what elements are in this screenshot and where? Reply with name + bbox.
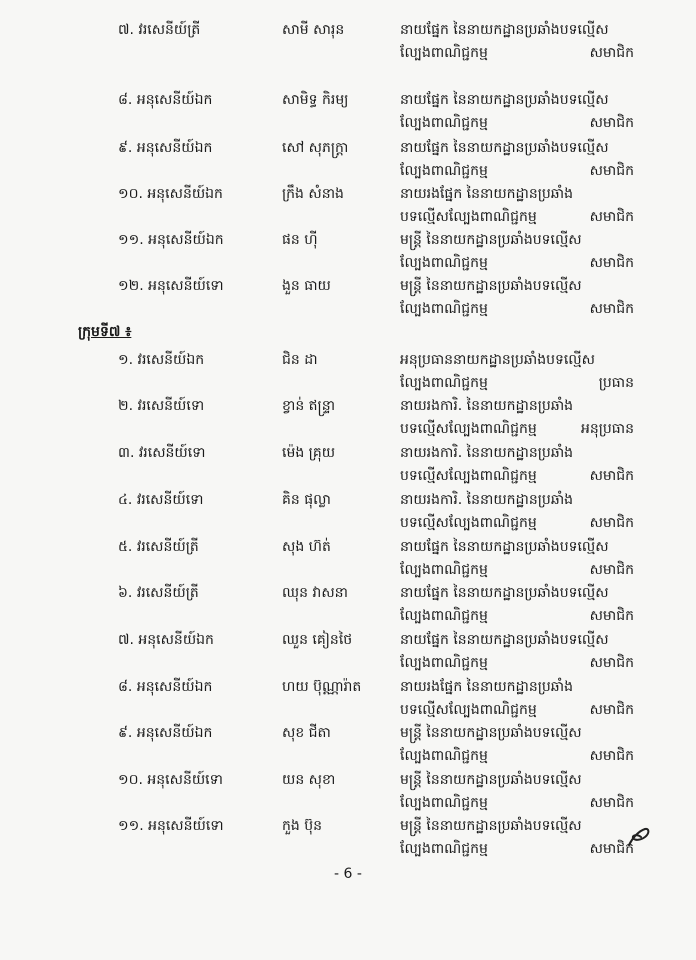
member-name: សាមី សារុន [282, 22, 345, 38]
member-entry [0, 230, 696, 276]
member-name: ហយ ប៊ុណ្ណារ៉ាត [282, 679, 362, 695]
member-rank: ១១. អនុសេនីយ៍ទោ [118, 818, 224, 834]
member-role-line1: មន្ត្រី នៃនាយកដ្ឋានប្រឆាំងបទល្មើស [400, 725, 582, 741]
member-name: សាមិទ្ធ កិរម្យ [282, 92, 349, 108]
member-role-line2: ល្បែងពាណិជ្ជកម្ម [400, 375, 488, 391]
member-entry [0, 770, 696, 816]
member-status: អនុប្រធាន [580, 421, 634, 437]
member-status: សមាជិក [589, 515, 634, 531]
member-role-line2: បទល្មើសល្បែងពាណិជ្ជកម្ម [400, 702, 537, 718]
member-status: សមាជិក [589, 209, 634, 225]
member-entry [0, 677, 696, 723]
member-name: ផន ហ៊ី [282, 232, 318, 248]
member-status: សមាជិក [589, 608, 634, 624]
member-status: សមាជិក [589, 795, 634, 811]
member-entry [0, 583, 696, 629]
member-entry [0, 537, 696, 583]
member-status: សមាជិក [589, 115, 634, 131]
member-entry [0, 20, 696, 66]
member-status: សមាជិក [589, 562, 634, 578]
member-status: សមាជិក [589, 163, 634, 179]
member-rank: ៣. វរសេនីយ៍ទោ [118, 445, 206, 461]
member-status: សមាជិក [589, 702, 634, 718]
member-rank: ៧. វរសេនីយ៍ត្រី [118, 22, 201, 38]
member-rank: ៩. អនុសេនីយ៍ឯក [118, 725, 213, 741]
member-entry [0, 490, 696, 536]
member-name: ឈួន គៀនថៃ [282, 632, 353, 648]
member-rank: ១២. អនុសេនីយ៍ទោ [118, 278, 224, 294]
member-name: ឈុន វាសនា [282, 585, 348, 601]
member-name: សុខ ជីតា [282, 725, 331, 741]
member-entry [0, 630, 696, 676]
member-status: សមាជិក [589, 468, 634, 484]
member-entry [0, 276, 696, 322]
member-rank: ៨. អនុសេនីយ៍ឯក [118, 92, 213, 108]
member-rank: ១០. អនុសេនីយ៍ឯក [118, 186, 223, 202]
member-role-line2: បទល្មើសល្បែងពាណិជ្ជកម្ម [400, 421, 537, 437]
member-role-line1: នាយផ្នែក នៃនាយកដ្ឋានប្រឆាំងបទល្មើស [400, 632, 609, 648]
member-role-line2: ល្បែងពាណិជ្ជកម្ម [400, 562, 488, 578]
member-status: សមាជិក [589, 748, 634, 764]
member-status: សមាជិក [589, 841, 634, 857]
member-name: ម៉េង គ្រុយ [282, 445, 336, 461]
member-role-line2: បទល្មើសល្បែងពាណិជ្ជកម្ម [400, 209, 537, 225]
member-role-line1: មន្ត្រី នៃនាយកដ្ឋានប្រឆាំងបទល្មើស [400, 278, 582, 294]
member-status: ប្រធាន [598, 375, 634, 391]
member-name: ក្រឹង សំនាង [282, 186, 344, 202]
member-role-line2: ល្បែងពាណិជ្ជកម្ម [400, 45, 488, 61]
member-role-line2: ល្បែងពាណិជ្ជកម្ម [400, 748, 488, 764]
member-name: កួង ប៊ុន [282, 818, 322, 834]
member-role-line1: នាយផ្នែក នៃនាយកដ្ឋានប្រឆាំងបទល្មើស [400, 140, 609, 156]
member-rank: ៩. អនុសេនីយ៍ឯក [118, 140, 213, 156]
member-name: ខ្វាន់ ឥន្ទ្រា [282, 398, 336, 414]
member-entry [0, 723, 696, 769]
member-rank: ៧. អនុសេនីយ៍ឯក [118, 632, 214, 648]
group-heading: ក្រុមទី៧ ៖ [78, 324, 132, 340]
member-role-line2: ល្បែងពាណិជ្ជកម្ម [400, 115, 488, 131]
member-role-line2: បទល្មើសល្បែងពាណិជ្ជកម្ម [400, 515, 537, 531]
member-role-line2: ល្បែងពាណិជ្ជកម្ម [400, 163, 488, 179]
member-rank: ៥. វរសេនីយ៍ត្រី [118, 539, 199, 555]
member-entry [0, 138, 696, 184]
signature-mark [625, 823, 653, 851]
member-role-line2: ល្បែងពាណិជ្ជកម្ម [400, 841, 488, 857]
member-role-line1: នាយផ្នែក នៃនាយកដ្ឋានប្រឆាំងបទល្មើស [400, 585, 609, 601]
member-status: សមាជិក [589, 45, 634, 61]
member-name: ងួន ធាយ [282, 278, 331, 294]
member-role-line1: នាយផ្នែក នៃនាយកដ្ឋានប្រឆាំងបទល្មើស [400, 92, 609, 108]
member-role-line2: ល្បែងពាណិជ្ជកម្ម [400, 301, 488, 317]
member-name: យន សុខា [282, 772, 336, 788]
member-role-line1: មន្ត្រី នៃនាយកដ្ឋានប្រឆាំងបទល្មើស [400, 232, 582, 248]
member-role-line1: មន្ត្រី នៃនាយកដ្ឋានប្រឆាំងបទល្មើស [400, 818, 582, 834]
member-role-line1: នាយផ្នែក នៃនាយកដ្ឋានប្រឆាំងបទល្មើស [400, 22, 609, 38]
member-entry [0, 90, 696, 136]
member-rank: ៤. វរសេនីយ៍ទោ [118, 492, 204, 508]
member-role-line1: នាយរងការិ. នៃនាយកដ្ឋានប្រឆាំង [400, 445, 574, 461]
member-rank: ២. វរសេនីយ៍ទោ [118, 398, 205, 414]
member-rank: ១១. អនុសេនីយ៍ឯក [118, 232, 224, 248]
member-entry [0, 396, 696, 442]
member-status: សមាជិក [589, 655, 634, 671]
member-rank: ៨. អនុសេនីយ៍ឯក [118, 679, 213, 695]
member-status: សមាជិក [589, 255, 634, 271]
member-name: សៅ សុភក្ត្រា [282, 140, 349, 156]
member-role-line1: នាយរងផ្នែក នៃនាយកដ្ឋានប្រឆាំង [400, 679, 574, 695]
member-rank: ៦. វរសេនីយ៍ត្រី [118, 585, 199, 601]
member-rank: ១. វរសេនីយ៍ឯក [118, 352, 205, 368]
member-status: សមាជិក [589, 301, 634, 317]
member-role-line2: បទល្មើសល្បែងពាណិជ្ជកម្ម [400, 468, 537, 484]
member-role-line1: អនុប្រធាននាយកដ្ឋានប្រឆាំងបទល្មើស [400, 352, 595, 368]
member-role-line2: ល្បែងពាណិជ្ជកម្ម [400, 655, 488, 671]
member-rank: ១០. អនុសេនីយ៍ទោ [118, 772, 223, 788]
member-name: សុង ហ៊ត់ [282, 539, 331, 555]
member-role-line1: នាយផ្នែក នៃនាយកដ្ឋានប្រឆាំងបទល្មើស [400, 539, 609, 555]
member-role-line2: ល្បែងពាណិជ្ជកម្ម [400, 255, 488, 271]
member-role-line1: មន្ត្រី នៃនាយកដ្ឋានប្រឆាំងបទល្មើស [400, 772, 582, 788]
page-number: - 6 - [334, 866, 362, 882]
member-role-line2: ល្បែងពាណិជ្ជកម្ម [400, 608, 488, 624]
member-entry [0, 184, 696, 230]
member-entry [0, 816, 696, 862]
member-name: គិន ផុល្លា [282, 492, 331, 508]
member-entry [0, 443, 696, 489]
member-name: ជិន ដា [282, 352, 318, 368]
member-role-line2: ល្បែងពាណិជ្ជកម្ម [400, 795, 488, 811]
member-role-line1: នាយរងការិ. នៃនាយកដ្ឋានប្រឆាំង [400, 492, 574, 508]
member-entry [0, 350, 696, 396]
member-role-line1: នាយរងផ្នែក នៃនាយកដ្ឋានប្រឆាំង [400, 186, 574, 202]
member-role-line1: នាយរងការិ. នៃនាយកដ្ឋានប្រឆាំង [400, 398, 574, 414]
